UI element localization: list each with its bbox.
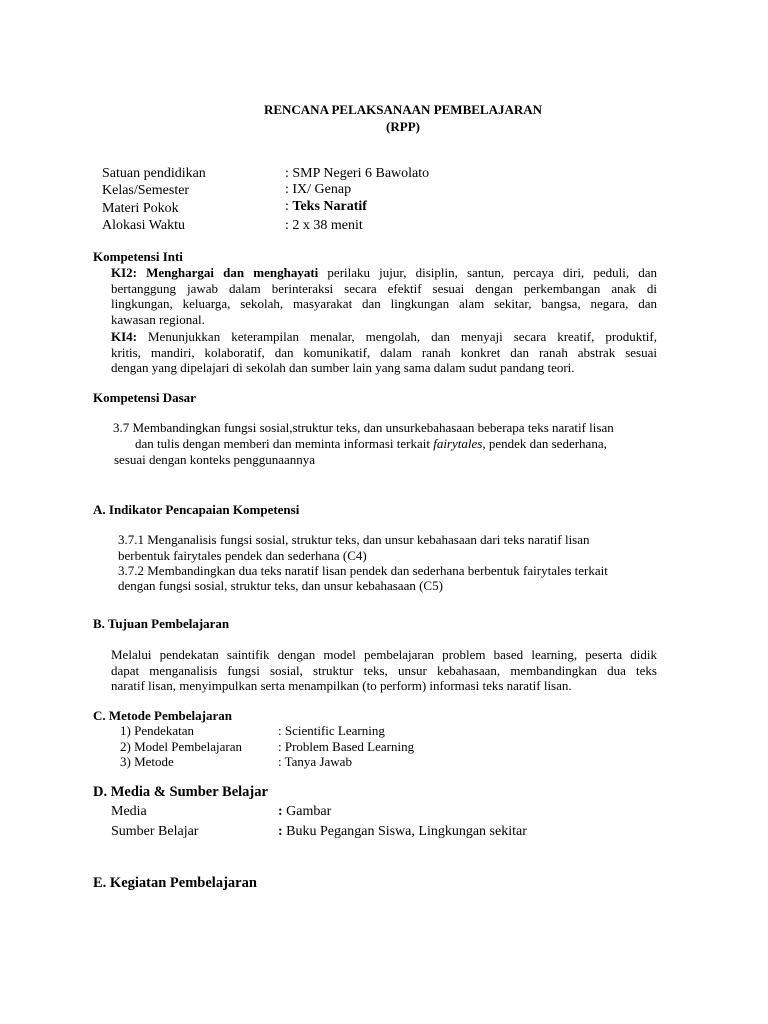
indikator-line-1: 3.7.1 Menganalisis fungsi sosial, struktur teks, dan unsur kebahasaan dari teks naratif lisan [118,532,590,547]
identity-label-alokasi: Alokasi Waktu [102,218,185,233]
indikator-line-3: 3.7.2 Membandingkan dua teks naratif lisan pendek dan sederhana berbentuk fairytales terkait [118,563,608,578]
ki2-paragraph: KI2: Menghargai dan menghayati perilaku jujur, disiplin, santun, percaya diri, peduli, dan bertanggung jawab dalam berinteraksi secara efektif sesuai dengan perkembangan anak di lingkungan, keluarga, sekolah, masyarakat dan lingkungan alam sekitar, bangsa, negara, dan kawasan regional. [111,265,657,327]
sumber-label: Sumber Belajar [111,824,199,839]
identity-label-materi: Materi Pokok [102,201,179,216]
kd-line-2: dan tulis dengan memberi dan meminta informasi terkait fairytales, pendek dan sederhana, [135,436,607,451]
sumber-value: : Buku Pegangan Siswa, Lingkungan sekitar [278,824,527,839]
kd-line-1: 3.7 Membandingkan fungsi sosial,struktur teks, dan unsurkebahasaan beberapa teks naratif lisan [113,420,614,435]
section-d-heading: D. Media & Sumber Belajar [93,784,268,800]
metode-value-3: : Tanya Jawab [278,754,352,769]
identity-value-satuan: : SMP Negeri 6 Bawolato [285,166,430,181]
ki2-label: KI2: Menghargai dan menghayati [111,265,319,280]
ki4-paragraph: KI4: Menunjukkan keterampilan menalar, mengolah, dan menyaji secara kreatif, produktif, kritis, mandiri, kolaboratif, dan komunikatif, dalam ranah konkret dan ranah abstrak sesuai dengan yang dipelajari di sekolah dan sumber lain yang sama dalam sudut pandang teori. [111,329,657,375]
section-b-heading: B. Tujuan Pembelajaran [93,616,230,631]
kompetensi-dasar-heading: Kompetensi Dasar [93,390,196,405]
section-a-heading: A. Indikator Pencapaian Kompetensi [93,502,300,517]
kompetensi-inti-heading: Kompetensi Inti [93,249,183,264]
metode-item-2: 2) Model Pembelajaran [120,739,243,754]
kd-line-3: sesuai dengan konteks penggunaannya [114,452,316,467]
identity-value-kelas: : IX/ Genap [285,182,352,197]
indikator-line-4: dengan fungsi sosial, struktur teks, dan unsur kebahasaan (C5) [118,578,443,593]
metode-value-2: : Problem Based Learning [278,739,415,754]
identity-label-satuan: Satuan pendidikan [102,166,206,181]
indikator-line-2: berbentuk fairytales pendek dan sederhana (C4) [118,548,367,563]
section-e-heading: E. Kegiatan Pembelajaran [93,875,257,891]
identity-label-kelas: Kelas/Semester [102,183,190,198]
section-c-heading: C. Metode Pembelajaran [93,708,232,723]
document-title: RENCANA PELAKSANAAN PEMBELAJARAN [263,102,543,117]
tujuan-paragraph: Melalui pendekatan saintifik dengan model pembelajaran problem based learning, peserta didik dapat menganalisis fungsi sosial, struktur teks, unsur kebahasaan, membandingkan dua teks naratif lisan, menyimpulkan serta menampilkan (to perform) informasi teks naratif lisan. [111,647,657,693]
metode-value-1: : Scientific Learning [278,723,385,738]
document-subtitle: (RPP) [386,119,420,134]
identity-value-alokasi: : 2 x 38 menit [285,218,363,233]
media-label: Media [111,804,147,819]
identity-value-materi: : Teks Naratif [285,199,367,214]
metode-item-1: 1) Pendekatan [120,723,195,738]
media-value: : Gambar [278,804,332,819]
ki4-label: KI4: [111,329,137,344]
metode-item-3: 3) Metode [120,754,174,769]
